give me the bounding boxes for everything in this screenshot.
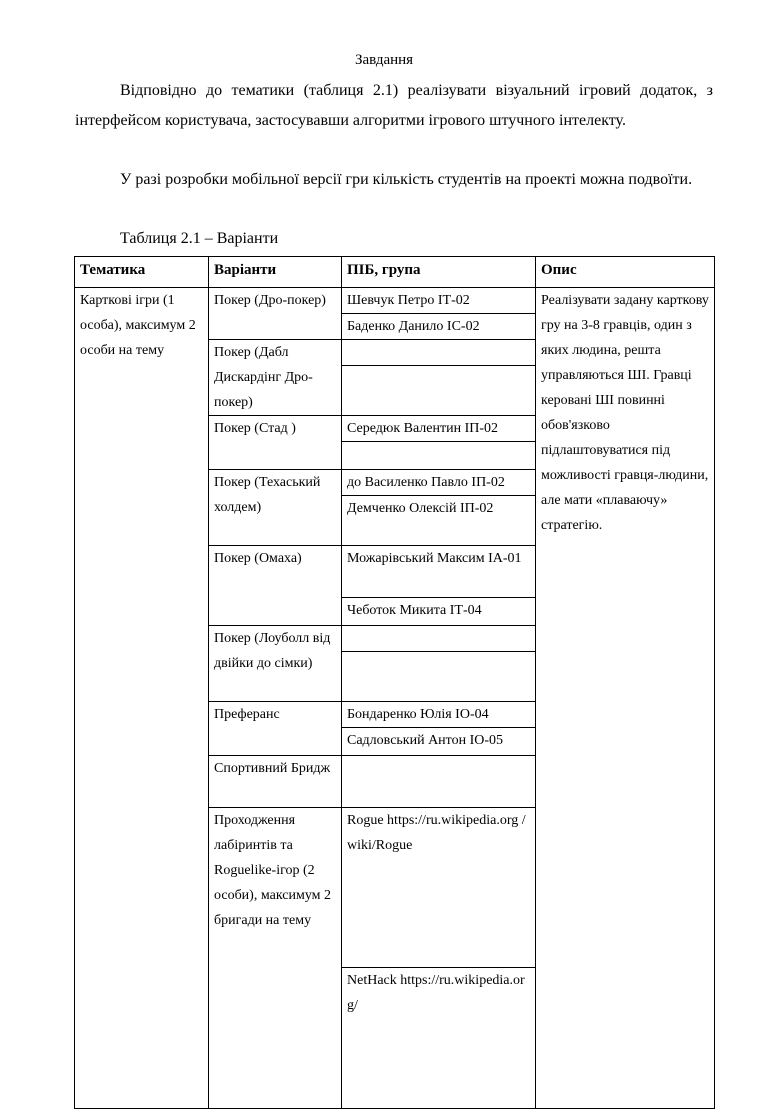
variants-table bbox=[74, 256, 715, 1109]
variant-cell: Покер (Дабл Дискардінг Дро-покер) bbox=[209, 340, 342, 416]
page-heading: Завдання bbox=[354, 52, 414, 68]
mobile-note-paragraph: У разі розробки мобільної версії гри кількість студентів на проекті можна подвоїти. bbox=[120, 171, 693, 188]
student-cell bbox=[342, 756, 536, 808]
student-cell: Демченко Олексій ІП-02 bbox=[342, 496, 536, 546]
variant-cell: Преферанс bbox=[209, 702, 342, 756]
student-cell: Шевчук Петро ІТ-02 bbox=[342, 288, 536, 314]
variant-cell: Rogue https://ru.wikipedia.org /wiki/Rogue bbox=[342, 808, 536, 968]
student-cell: Бондаренко Юлія ІО-04 bbox=[342, 702, 536, 728]
student-cell bbox=[342, 442, 536, 470]
student-cell: до Василенко Павло ІП-02 bbox=[342, 470, 536, 496]
header-variants: Варіанти bbox=[209, 257, 342, 288]
variant-cell: Спортивний Бридж bbox=[209, 756, 342, 808]
variant-cell: Покер (Дро-покер) bbox=[209, 288, 342, 340]
topic-cell: Проходження лабіринтів та Roguelike-ігор (2 особи), максимум 2 бригади на тему bbox=[209, 808, 342, 1109]
student-cell: Садловський Антон ІО-05 bbox=[342, 728, 536, 756]
table-header-row bbox=[75, 257, 715, 288]
variant-cell: Покер (Техаський холдем) bbox=[209, 470, 342, 546]
table-caption: Таблиця 2.1 – Варіанти bbox=[120, 230, 279, 247]
topic-cell: Карткові ігри (1 особа), максимум 2 особи на тему bbox=[75, 288, 209, 1109]
header-topic: Тематика bbox=[75, 257, 209, 288]
task-paragraph: Відповідно до тематики (таблиця 2.1) реалізувати візуальний ігровий додаток, з інтерфейсом користувача, застосувавши алгоритми ігрового штучного інтелекту. bbox=[75, 82, 713, 129]
description-cell: Реалізувати задану карткову гру на 3-8 гравців, один з яких людина, решта управляються ШІ. Гравці керовані ШІ повинні обов'язково підлаштовуватися під можливості гравця-людини, але мати «плаваючу» стратегію. bbox=[536, 288, 715, 1109]
student-cell bbox=[342, 652, 536, 702]
header-description: Опис bbox=[536, 257, 715, 288]
variant-cell: Покер (Стад ) bbox=[209, 416, 342, 470]
student-cell: Можарівський Максим ІА-01 bbox=[342, 546, 536, 598]
table-row bbox=[75, 288, 715, 314]
student-cell: Баденко Данило ІС-02 bbox=[342, 314, 536, 340]
variant-cell: Покер (Омаха) bbox=[209, 546, 342, 626]
student-cell bbox=[342, 340, 536, 366]
variant-cell: Покер (Лоуболл від двійки до сімки) bbox=[209, 626, 342, 702]
variant-cell: NetHack https://ru.wikipedia.org/ bbox=[342, 967, 536, 1108]
header-student-group: ПІБ, група bbox=[342, 257, 536, 288]
student-cell: Середюк Валентин ІП-02 bbox=[342, 416, 536, 442]
student-cell bbox=[342, 366, 536, 416]
student-cell: Чеботок Микита ІТ-04 bbox=[342, 598, 536, 626]
student-cell bbox=[342, 626, 536, 652]
